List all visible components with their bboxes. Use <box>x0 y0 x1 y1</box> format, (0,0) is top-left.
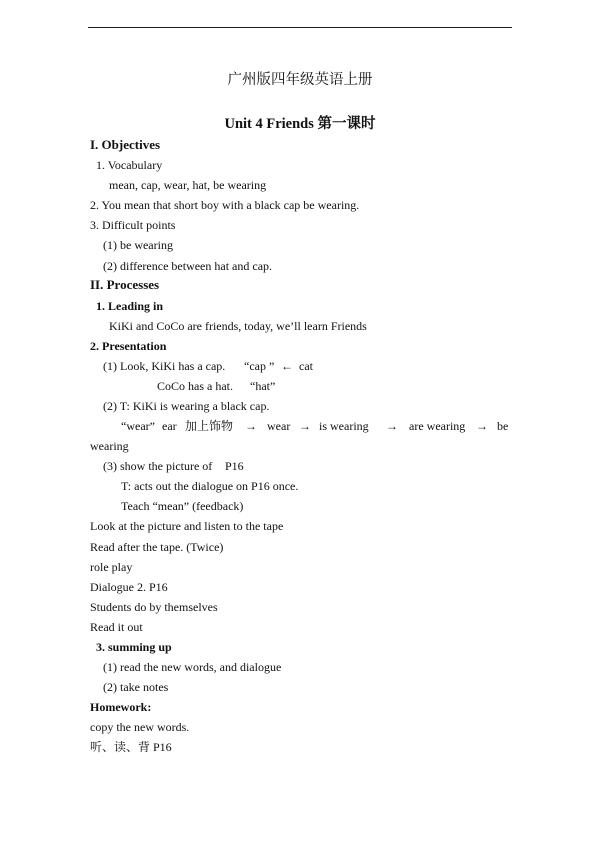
leading-in-heading: 1. Leading in <box>96 299 164 313</box>
process-line: Look at the picture and listen to the tape <box>90 519 284 533</box>
word-chain-item: ear <box>162 419 177 433</box>
doc-title: 广州版四年级英语上册 <box>227 72 373 88</box>
process-line: Dialogue 2. P16 <box>90 580 168 594</box>
process-line: Students do by themselves <box>90 600 218 614</box>
quoted-word: “cap ” <box>244 359 275 373</box>
homework-line: 听、读、背 P16 <box>90 740 172 754</box>
process-line: (1) Look, KiKi has a cap. <box>103 359 226 373</box>
word-chain-item: is wearing <box>319 419 369 433</box>
process-line: (3) show the picture of <box>103 459 213 473</box>
presentation-heading: 2. Presentation <box>90 339 167 353</box>
quoted-word: cat <box>299 359 313 373</box>
objective-line: mean, cap, wear, hat, be wearing <box>109 178 267 192</box>
word-chain-item: wear <box>267 419 291 433</box>
word-chain-item: “wear” <box>121 419 155 433</box>
process-line: (2) take notes <box>103 680 169 694</box>
top-rule <box>88 27 512 28</box>
homework-heading: Homework: <box>90 700 152 714</box>
process-line: T: acts out the dialogue on P16 once. <box>121 479 299 493</box>
right-arrow-icon: → <box>245 419 257 433</box>
word-chain-item: 加上饰物 <box>185 419 234 433</box>
objective-line: 2. You mean that short boy with a black cap be wearing. <box>90 198 360 212</box>
word-chain-item: wearing <box>90 439 129 453</box>
process-line: KiKi and CoCo are friends, today, we’ll learn Friends <box>109 319 367 333</box>
process-line: Read after the tape. (Twice) <box>90 540 224 554</box>
right-arrow-icon: → <box>476 419 488 433</box>
process-line: (1) read the new words, and dialogue <box>103 660 282 674</box>
objective-line: 1. Vocabulary <box>96 158 163 172</box>
page-ref: P16 <box>225 459 244 473</box>
processes-heading: II. Processes <box>90 277 160 292</box>
objective-line: 3. Difficult points <box>90 218 176 232</box>
homework-line: copy the new words. <box>90 720 190 734</box>
process-line: role play <box>90 560 133 574</box>
process-line: CoCo has a hat. <box>157 379 233 393</box>
process-line: Read it out <box>90 620 143 634</box>
process-line: (2) T: KiKi is wearing a black cap. <box>103 399 270 413</box>
objective-line: (1) be wearing <box>103 238 173 252</box>
objective-line: (2) difference between hat and cap. <box>103 259 273 273</box>
objectives-heading: I. Objectives <box>90 137 161 152</box>
process-line: Teach “mean” (feedback) <box>121 499 244 513</box>
word-chain-item: be <box>497 419 509 433</box>
quoted-word: “hat” <box>250 379 276 393</box>
right-arrow-icon: → <box>386 419 398 433</box>
left-arrow-icon: ← <box>281 359 293 373</box>
right-arrow-icon: → <box>299 419 311 433</box>
doc-subtitle: Unit 4 Friends 第一课时 <box>224 116 376 132</box>
word-chain-item: are wearing <box>409 419 466 433</box>
summing-up-heading: 3. summing up <box>96 640 172 654</box>
